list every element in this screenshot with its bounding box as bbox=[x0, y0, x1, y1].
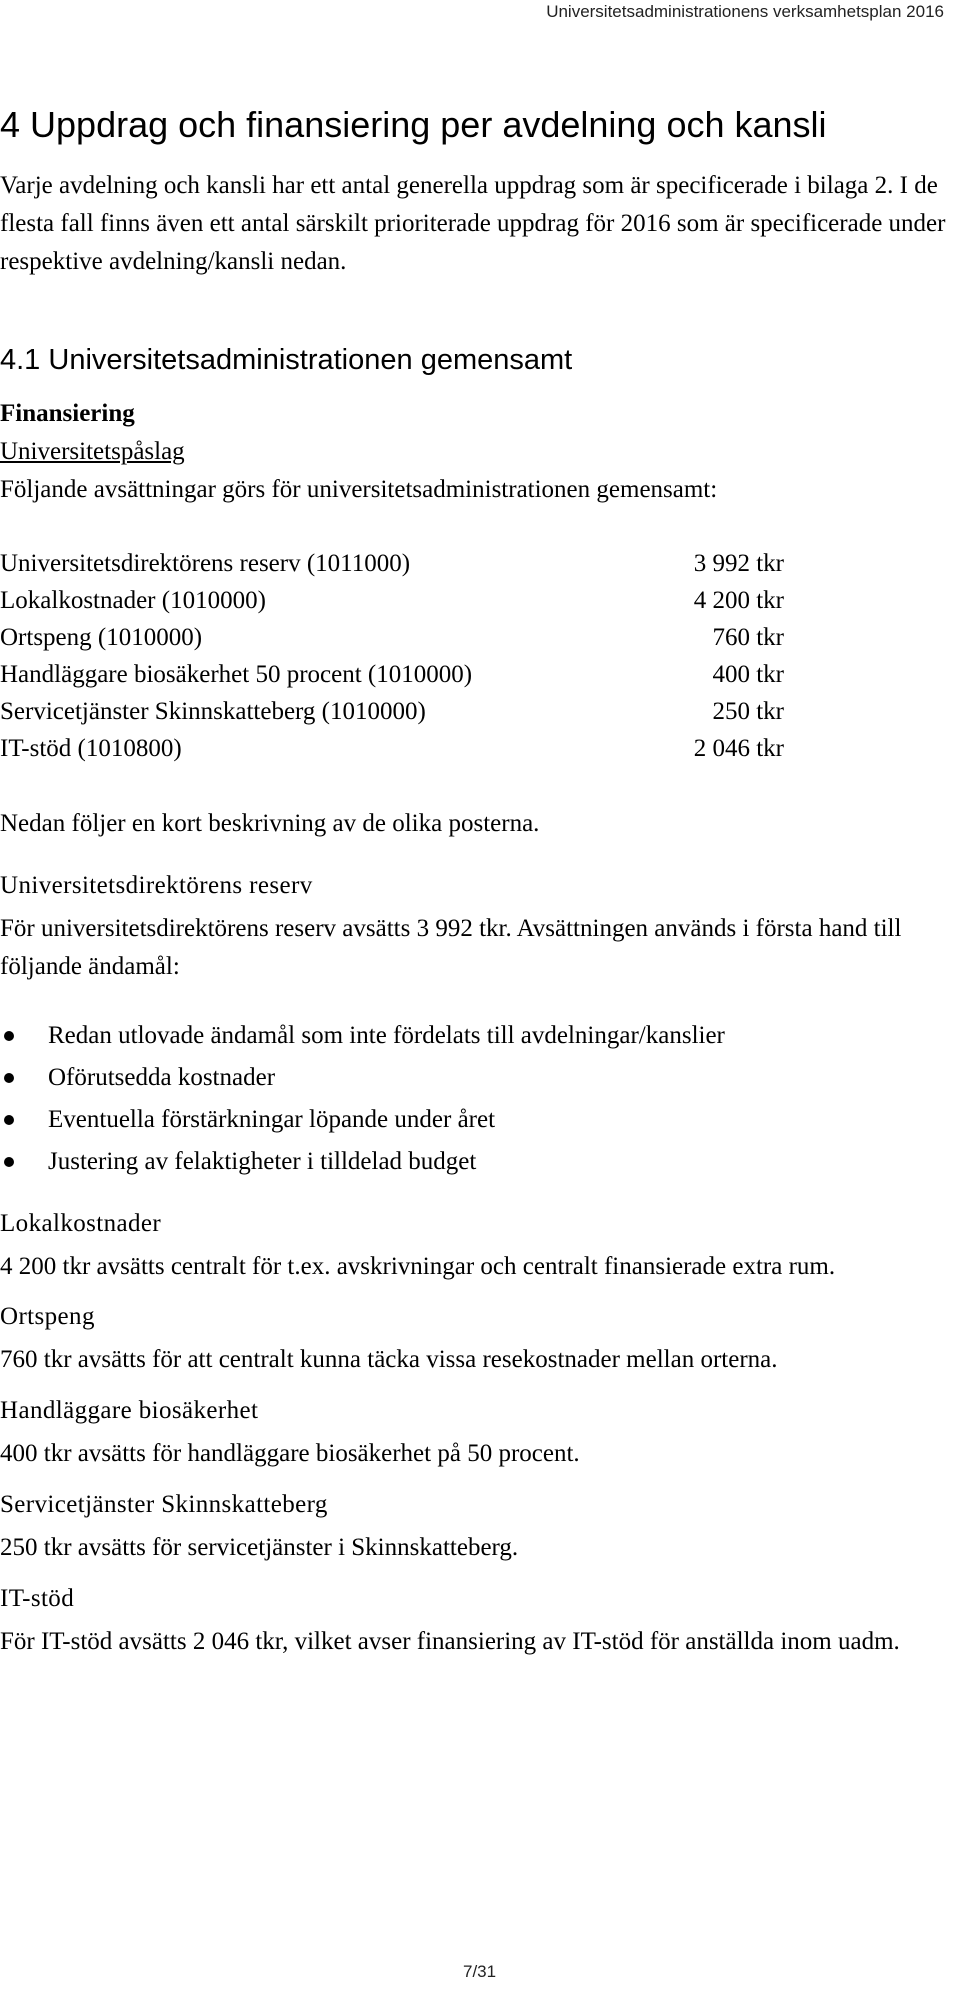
bullet-icon bbox=[4, 1157, 14, 1167]
premises-text: 4 200 tkr avsätts centralt för t.ex. avskrivningar och centralt finansierade extra rum. bbox=[0, 1253, 836, 1280]
page-number: 7/31 bbox=[463, 1962, 497, 1981]
allocation-amount: 2 046 tkr bbox=[693, 735, 784, 762]
allocation-row bbox=[0, 693, 800, 730]
reserve-title: Universitetsdirektörens reserv bbox=[0, 872, 313, 899]
allocation-amount: 250 tkr bbox=[712, 698, 784, 725]
locality-text: 760 tkr avsätts för att centralt kunna täcka vissa resekostnader mellan orterna. bbox=[0, 1346, 778, 1373]
it-title: IT-stöd bbox=[0, 1585, 75, 1612]
allocation-label: Handläggare biosäkerhet 50 procent (1010000) bbox=[0, 661, 473, 688]
section-intro: Varje avdelning och kansli har ett antal generella uppdrag som är specificerade i bilaga 2. I de flesta fall finns även ett antal särskilt prioriterade uppdrag för 2016 som är specificerade under respektive avdelning/kansli nedan. bbox=[0, 172, 946, 275]
biosafety-title: Handläggare biosäkerhet bbox=[0, 1397, 259, 1424]
allocation-amount: 4 200 tkr bbox=[693, 587, 784, 614]
bullet-icon bbox=[4, 1115, 14, 1125]
bullet-text: Eventuella förstärkningar löpande under året bbox=[48, 1106, 496, 1133]
subsection-title: 4.1 Universitetsadministrationen gemensamt bbox=[0, 344, 573, 376]
running-header: Universitetsadministrationens verksamhetsplan 2016 bbox=[546, 2, 944, 21]
bullet-text: Oförutsedda kostnader bbox=[48, 1064, 276, 1091]
allocation-label: Ortspeng (1010000) bbox=[0, 624, 203, 651]
section-title: 4 Uppdrag och finansiering per avdelning och kansli bbox=[0, 104, 827, 145]
allocation-table bbox=[0, 545, 800, 767]
biosafety-text: 400 tkr avsätts för handläggare biosäkerhet på 50 procent. bbox=[0, 1440, 580, 1467]
allocation-label: Universitetsdirektörens reserv (1011000) bbox=[0, 550, 411, 577]
premises-title: Lokalkostnader bbox=[0, 1210, 162, 1237]
allocation-row bbox=[0, 656, 800, 693]
allocation-amount: 400 tkr bbox=[712, 661, 784, 688]
bullet-text: Redan utlovade ändamål som inte fördelats till avdelningar/kanslier bbox=[48, 1022, 725, 1049]
allocation-lead: Följande avsättningar görs för universitetsadministrationen gemensamt: bbox=[0, 476, 718, 503]
services-text: 250 tkr avsätts för servicetjänster i Skinnskatteberg. bbox=[0, 1534, 519, 1561]
surcharge-heading: Universitetspåslag bbox=[0, 438, 185, 465]
allocation-row bbox=[0, 619, 800, 656]
allocation-note: Nedan följer en kort beskrivning av de olika posterna. bbox=[0, 810, 540, 837]
allocation-amount: 760 tkr bbox=[712, 624, 784, 651]
bullet-icon bbox=[4, 1073, 14, 1083]
allocation-label: Servicetjänster Skinnskatteberg (1010000) bbox=[0, 698, 426, 725]
services-title: Servicetjänster Skinnskatteberg bbox=[0, 1491, 328, 1518]
allocation-row bbox=[0, 582, 800, 619]
reserve-text: För universitetsdirektörens reserv avsätts 3 992 tkr. Avsättningen används i första hand till följande ändamål: bbox=[0, 915, 902, 980]
bullet-text: Justering av felaktigheter i tilldelad budget bbox=[48, 1148, 477, 1175]
bullet-icon bbox=[4, 1031, 14, 1041]
allocation-row bbox=[0, 730, 800, 767]
locality-title: Ortspeng bbox=[0, 1303, 95, 1330]
allocation-amount: 3 992 tkr bbox=[693, 550, 784, 577]
allocation-label: Lokalkostnader (1010000) bbox=[0, 587, 266, 614]
allocation-row bbox=[0, 545, 800, 582]
allocation-label: IT-stöd (1010800) bbox=[0, 735, 182, 762]
it-text: För IT-stöd avsätts 2 046 tkr, vilket avser finansiering av IT-stöd för anställda inom uadm. bbox=[0, 1628, 900, 1655]
financing-heading: Finansiering bbox=[0, 400, 135, 427]
